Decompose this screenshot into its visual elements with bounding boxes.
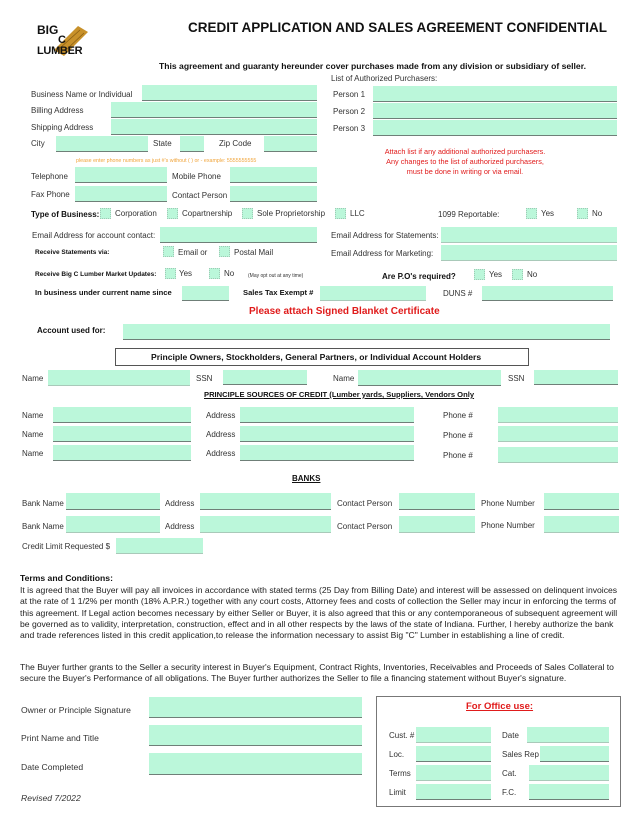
shipping-address-field[interactable]: [111, 119, 317, 135]
market-updates-no-label: No: [224, 269, 235, 278]
sales-rep-field[interactable]: [540, 746, 609, 762]
telephone-field[interactable]: [75, 167, 167, 183]
1099-no-checkbox[interactable]: [577, 208, 588, 219]
account-used-for-label: Account used for:: [37, 326, 106, 335]
business-name-field[interactable]: [142, 85, 317, 101]
1099-no-label: No: [592, 209, 603, 218]
contact-person-label: Contact Person: [172, 191, 228, 200]
person2-label: Person 2: [333, 107, 366, 116]
bank1-phone-label: Phone Number: [481, 499, 535, 508]
statements-email-checkbox[interactable]: [163, 246, 174, 257]
duns-field[interactable]: [482, 286, 613, 301]
person3-label: Person 3: [333, 124, 366, 133]
market-updates-label: Receive Big C Lumber Market Updates:: [35, 271, 157, 278]
bank1-contact-label: Contact Person: [337, 499, 393, 508]
receive-statements-label: Receive Statements via:: [35, 249, 110, 256]
bank1-name-label: Bank Name: [22, 499, 64, 508]
source2-name-label: Name: [22, 430, 44, 439]
sole-proprietorship-checkbox[interactable]: [242, 208, 253, 219]
office-use-heading: For Office use:: [466, 701, 534, 712]
terms-paragraph-1: It is agreed that the Buyer will pay all invoices in accordance with stated terms (25 Day from Billing Date) and interest will be assessed on delinquent invoices at the rate of 1 1/2% per month (18% A.P.R.) together with any court costs, Attorney fees and costs of collection the Seller may incur in enforcing the terms of this agreement. If Legal action becomes necessary by either Seller or Buyer, it is also agreed that this or any contemporaneous of subsequent agreement will be governed as to validity, interpretation, construction, effect and in all other respects by the laws of the state of Indiana. Further, I hereby authorize the bank and trade references listed in this credit application,to release the information necessary to assist Big "C" Lumber in establishing a line of credit.: [20, 585, 618, 641]
po-yes-checkbox[interactable]: [474, 269, 485, 280]
mobile-phone-label: Mobile Phone: [172, 172, 221, 181]
statements-email-option-label: Email or: [178, 248, 208, 257]
bank2-contact-label: Contact Person: [337, 522, 393, 531]
billing-address-label: Billing Address: [31, 106, 84, 115]
market-updates-yes-label: Yes: [179, 269, 193, 278]
account-contact-email-label: Email Address for account contact:: [32, 231, 156, 240]
shipping-address-label: Shipping Address: [31, 123, 94, 132]
statements-email-label: Email Address for Statements:: [331, 231, 439, 240]
owners-heading: Principle Owners, Stockholders, General Partners, or Individual Account Holders: [151, 352, 482, 362]
1099-yes-label: Yes: [541, 209, 555, 218]
owner2-ssn-label: SSN: [508, 374, 525, 383]
llc-checkbox[interactable]: [335, 208, 346, 219]
cust-number-field[interactable]: [416, 727, 491, 743]
sole-proprietorship-label: Sole Proprietorship: [257, 209, 326, 218]
fax-phone-field[interactable]: [75, 186, 167, 202]
blanket-certificate-note: Please attach Signed Blanket Certificate: [249, 306, 440, 317]
source3-phone-label: Phone #: [443, 451, 473, 460]
logo-text-big: BIG: [37, 23, 59, 37]
bank2-phone-field[interactable]: [544, 516, 619, 533]
statements-email-field[interactable]: [441, 227, 617, 243]
po-no-label: No: [527, 270, 538, 279]
bank2-phone-label: Phone Number: [481, 521, 535, 530]
contact-person-field[interactable]: [230, 186, 317, 202]
bank1-address-label: Address: [165, 499, 195, 508]
owner1-name-label: Name: [22, 374, 44, 383]
sales-tax-exempt-field[interactable]: [320, 286, 426, 301]
source1-name-field[interactable]: [53, 407, 191, 423]
print-name-label: Print Name and Title: [21, 733, 99, 743]
1099-yes-checkbox[interactable]: [526, 208, 537, 219]
bank2-contact-field[interactable]: [399, 516, 475, 533]
note-line-1: Attach list if any additional authorized purchasers.: [384, 147, 546, 156]
credit-sources-heading: PRINCIPLE SOURCES OF CREDIT (Lumber yards, Suppliers, Vendors Only: [204, 390, 475, 399]
corporation-label: Corporation: [115, 209, 157, 218]
city-field[interactable]: [56, 136, 148, 152]
limit-label: Limit: [389, 788, 406, 797]
logo-text-lumber: LUMBER: [37, 45, 83, 57]
1099-reportable-label: 1099 Reportable:: [438, 210, 500, 219]
source3-phone-field[interactable]: [498, 447, 618, 463]
market-updates-yes-checkbox[interactable]: [165, 268, 176, 279]
print-name-field[interactable]: [149, 725, 362, 746]
zip-label: Zip Code: [219, 139, 252, 148]
bank1-contact-field[interactable]: [399, 493, 475, 510]
source3-address-label: Address: [206, 449, 236, 458]
page-title: CREDIT APPLICATION AND SALES AGREEMENT CONFIDENTIAL: [188, 20, 608, 35]
account-contact-email-field[interactable]: [160, 227, 317, 243]
owner2-name-field[interactable]: [358, 370, 501, 386]
credit-limit-field[interactable]: [116, 538, 203, 554]
authorized-purchasers-heading: List of Authorized Purchasers:: [331, 74, 438, 83]
source1-name-label: Name: [22, 411, 44, 420]
po-required-label: Are P.O's required?: [382, 272, 456, 281]
owner2-ssn-field[interactable]: [534, 370, 618, 385]
page-subtitle: This agreement and guaranty hereunder cover purchases made from any division or subsidiary of seller.: [159, 61, 586, 71]
source2-address-field[interactable]: [240, 426, 414, 442]
po-no-checkbox[interactable]: [512, 269, 523, 280]
bank1-address-field[interactable]: [200, 493, 331, 510]
terms-field[interactable]: [416, 765, 491, 781]
owner1-name-field[interactable]: [48, 370, 190, 386]
note-line-2: Any changes to the list of authorized purchasers,: [386, 157, 544, 166]
date-completed-label: Date Completed: [21, 762, 84, 772]
account-used-for-field[interactable]: [123, 324, 610, 340]
telephone-label: Telephone: [31, 172, 68, 181]
person3-field[interactable]: [373, 120, 617, 136]
cust-number-label: Cust. #: [389, 731, 415, 740]
limit-field[interactable]: [416, 784, 491, 800]
source2-address-label: Address: [206, 430, 236, 439]
person2-field[interactable]: [373, 103, 617, 119]
copartnership-checkbox[interactable]: [167, 208, 178, 219]
bank1-name-field[interactable]: [66, 493, 160, 510]
office-date-field[interactable]: [527, 727, 609, 743]
authorized-purchasers-note: [360, 147, 570, 177]
in-business-since-field[interactable]: [182, 286, 229, 301]
bank2-address-label: Address: [165, 522, 195, 531]
corporation-checkbox[interactable]: [100, 208, 111, 219]
fc-label: F.C.: [502, 788, 517, 797]
source3-address-field[interactable]: [240, 445, 414, 461]
revised-date: Revised 7/2022: [21, 793, 81, 803]
note-line-3: must be done in writing or via email.: [406, 167, 524, 176]
bank1-phone-field[interactable]: [544, 493, 619, 510]
zip-field[interactable]: [264, 136, 317, 152]
copartnership-label: Copartnership: [182, 209, 233, 218]
source1-phone-field[interactable]: [498, 407, 618, 423]
duns-label: DUNS #: [443, 289, 473, 298]
date-completed-field[interactable]: [149, 753, 362, 775]
business-name-label: Business Name or Individual: [31, 90, 133, 99]
person1-field[interactable]: [373, 86, 617, 102]
source3-name-field[interactable]: [53, 445, 191, 461]
banks-heading: BANKS: [292, 474, 321, 483]
company-logo: [36, 20, 92, 60]
fax-phone-label: Fax Phone: [31, 190, 70, 199]
owner1-ssn-label: SSN: [196, 374, 213, 383]
type-of-business-label: Type of Business:: [31, 210, 100, 219]
source3-name-label: Name: [22, 449, 44, 458]
marketing-email-label: Email Address for Marketing:: [331, 249, 434, 258]
marketing-email-field[interactable]: [441, 245, 617, 261]
mobile-phone-field[interactable]: [230, 167, 317, 183]
logo-text-c: C: [58, 34, 66, 46]
sales-rep-label: Sales Rep: [502, 750, 539, 759]
source2-phone-label: Phone #: [443, 431, 473, 440]
bank2-name-field[interactable]: [66, 516, 160, 533]
terms-paragraph-2: The Buyer further grants to the Seller a security interest in Buyer's Equipment, Contract Rights, Inventories, Receivables and Proceeds of Sales Collateral to secure the Buyer's Performance of all obligations. The Buyer further authorizes the Seller to file a financing statement without Buyer's signature.: [20, 662, 614, 684]
owner2-name-label: Name: [333, 374, 355, 383]
terms-label: Terms: [389, 769, 411, 778]
cat-field[interactable]: [529, 765, 609, 781]
credit-limit-label: Credit Limit Requested $: [22, 542, 111, 551]
city-label: City: [31, 139, 45, 148]
source1-address-field[interactable]: [240, 407, 414, 423]
owner1-ssn-field[interactable]: [223, 370, 307, 385]
llc-label: LLC: [350, 209, 365, 218]
bank2-address-field[interactable]: [200, 516, 331, 533]
statements-postal-checkbox[interactable]: [219, 246, 230, 257]
phone-format-hint: please enter phone numbers as just #'s without ( ) or - example: 5555555555: [76, 158, 257, 164]
po-yes-label: Yes: [489, 270, 503, 279]
source1-phone-label: Phone #: [443, 411, 473, 420]
office-date-label: Date: [502, 731, 519, 740]
billing-address-field[interactable]: [111, 102, 317, 118]
state-label: State: [153, 139, 172, 148]
opt-out-note: (May opt out at any time): [248, 273, 304, 279]
bank2-name-label: Bank Name: [22, 522, 64, 531]
loc-label: Loc.: [389, 750, 405, 759]
in-business-since-label: In business under current name since: [35, 288, 172, 297]
state-field[interactable]: [180, 136, 204, 152]
loc-field[interactable]: [416, 746, 491, 762]
signature-field[interactable]: [149, 697, 362, 718]
sales-tax-exempt-label: Sales Tax Exempt #: [243, 288, 314, 297]
person1-label: Person 1: [333, 90, 366, 99]
source2-phone-field[interactable]: [498, 426, 618, 442]
market-updates-no-checkbox[interactable]: [209, 268, 220, 279]
signature-label: Owner or Principle Signature: [21, 705, 131, 715]
statements-postal-option-label: Postal Mail: [234, 248, 274, 257]
fc-field[interactable]: [529, 784, 609, 800]
source1-address-label: Address: [206, 411, 236, 420]
terms-heading: Terms and Conditions:: [20, 573, 113, 583]
cat-label: Cat.: [502, 769, 517, 778]
source2-name-field[interactable]: [53, 426, 191, 442]
